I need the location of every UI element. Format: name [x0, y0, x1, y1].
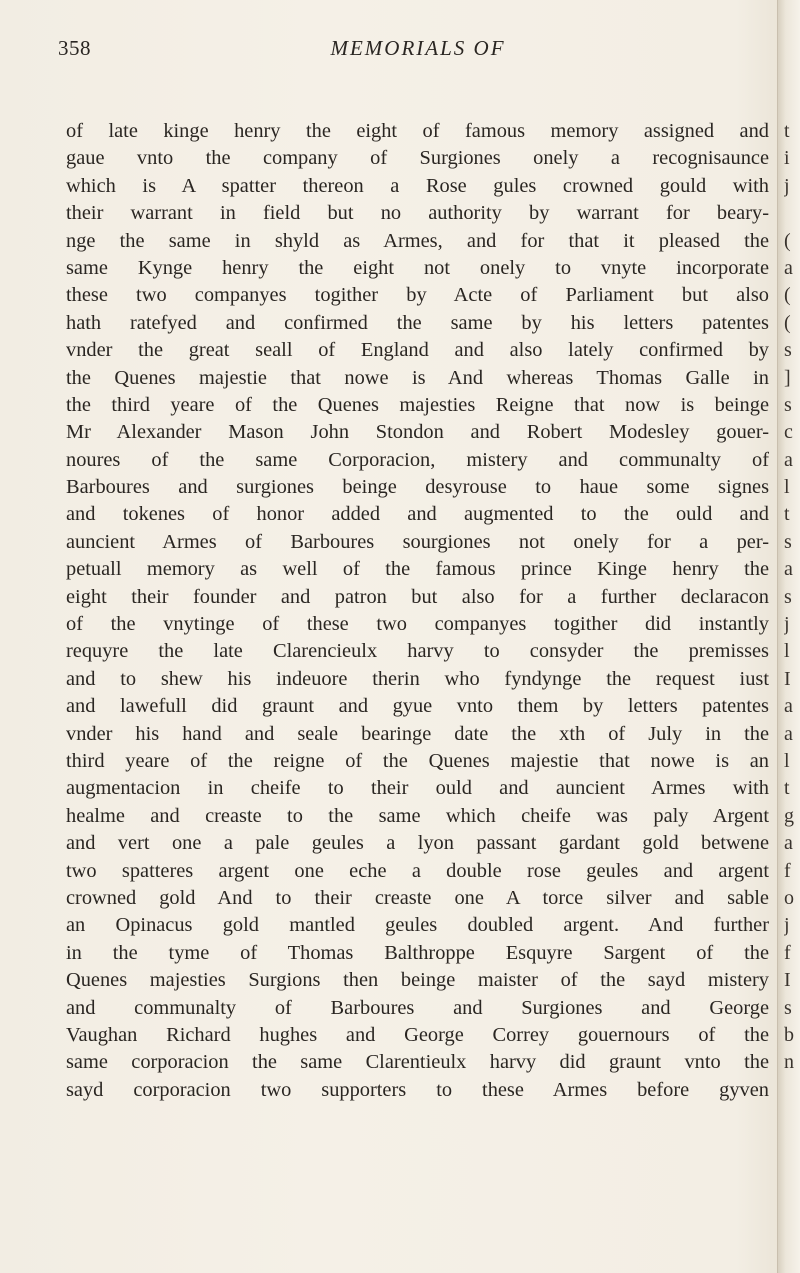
- margin-glyph: s: [784, 530, 792, 553]
- margin-glyph: b: [784, 1023, 794, 1046]
- text-line: two spatteres argent one eche a double rose geules and argent: [66, 859, 769, 882]
- margin-glyph: (: [784, 284, 791, 307]
- text-line: requyre the late Clarencieulx harvy to consyder the premisses: [66, 640, 769, 663]
- margin-glyph: t: [784, 777, 790, 800]
- text-line: Barboures and surgiones beinge desyrouse to haue some signes: [66, 476, 769, 499]
- text-line: sayd corporacion two supporters to these Armes before gyven: [66, 1078, 769, 1101]
- margin-glyph: o: [784, 886, 794, 909]
- margin-glyph: f: [784, 941, 791, 964]
- margin-glyph: t: [784, 503, 790, 526]
- margin-glyph: I: [784, 969, 791, 992]
- text-line: nge the same in shyld as Armes, and for that it pleased the: [66, 229, 769, 252]
- margin-glyph: j: [784, 914, 790, 937]
- margin-glyph: s: [784, 393, 792, 416]
- page-header: [58, 36, 778, 66]
- text-line: Mr Alexander Mason John Stondon and Robert Modesley gouer-: [66, 421, 769, 444]
- text-line: healme and creaste to the same which cheife was paly Argent: [66, 804, 769, 827]
- margin-glyph: t: [784, 120, 790, 142]
- text-line: hath ratefyed and confirmed the same by his letters patentes: [66, 311, 769, 334]
- text-line: of late kinge henry the eight of famous memory assigned and: [66, 120, 769, 142]
- margin-glyph: l: [784, 640, 790, 663]
- margin-glyph: n: [784, 1051, 794, 1074]
- margin-glyph: a: [784, 695, 793, 718]
- text-line: the Quenes majestie that nowe is And whereas Thomas Galle in: [66, 366, 769, 389]
- margin-glyph: a: [784, 448, 793, 471]
- margin-glyph: I: [784, 667, 791, 690]
- margin-glyph: s: [784, 996, 792, 1019]
- adjacent-page-glyphs: [784, 118, 798, 1077]
- margin-glyph: (: [784, 311, 791, 334]
- text-line: in the tyme of Thomas Balthroppe Esquyre Sargent of the: [66, 941, 769, 964]
- text-line: same corporacion the same Clarentieulx harvy did graunt vnto the: [66, 1051, 769, 1074]
- margin-glyph: a: [784, 722, 793, 745]
- text-line: Vaughan Richard hughes and George Correy gouernours of the: [66, 1023, 769, 1046]
- margin-glyph: [784, 200, 798, 227]
- text-line: these two companyes togither by Acte of Parliament but also: [66, 284, 769, 307]
- margin-glyph: j: [784, 613, 790, 636]
- text-line: and lawefull did graunt and gyue vnto them by letters patentes: [66, 695, 769, 718]
- running-head: MEMORIALS OF: [330, 36, 506, 60]
- text-line: Quenes majesties Surgions then beinge maister of the sayd mistery: [66, 969, 769, 992]
- margin-glyph: j: [784, 174, 790, 197]
- margin-glyph: a: [784, 832, 793, 855]
- page-number: 358: [58, 36, 91, 60]
- margin-glyph: s: [784, 339, 792, 362]
- text-line: augmentacion in cheife to their ould and auncient Armes with: [66, 777, 769, 800]
- margin-glyph: s: [784, 585, 792, 608]
- margin-glyph: l: [784, 476, 790, 499]
- text-line: and tokenes of honor added and augmented to the ould and: [66, 503, 769, 526]
- text-line: and to shew his indeuore therin who fyndynge the request iust: [66, 667, 769, 690]
- text-line: the third yeare of the Quenes majesties Reigne that now is beinge: [66, 393, 769, 416]
- text-line: eight their founder and patron but also for a further declaracon: [66, 585, 769, 608]
- text-line: noures of the same Corporacion, mistery and communalty of: [66, 448, 769, 471]
- text-line: vnder the great seall of England and also lately confirmed by: [66, 339, 769, 362]
- margin-glyph: g: [784, 804, 794, 827]
- text-line: an Opinacus gold mantled geules doubled argent. And further: [66, 914, 769, 937]
- margin-glyph: l: [784, 749, 790, 772]
- margin-glyph: (: [784, 229, 791, 252]
- margin-glyph: c: [784, 421, 793, 444]
- text-line: which is A spatter thereon a Rose gules crowned gould with: [66, 174, 769, 197]
- text-line: auncient Armes of Barboures sourgiones not onely for a per-: [66, 530, 769, 553]
- text-line: same Kynge henry the eight not onely to vnyte incorporate: [66, 256, 769, 279]
- text-line: petuall memory as well of the famous prince Kinge henry the: [66, 558, 769, 581]
- text-line: gaue vnto the company of Surgiones onely a recognisaunce: [66, 147, 769, 170]
- text-line: vnder his hand and seale bearinge date the xth of July in the: [66, 722, 769, 745]
- text-line: crowned gold And to their creaste one A torce silver and sable: [66, 886, 769, 909]
- margin-glyph: f: [784, 859, 791, 882]
- margin-glyph: ]: [784, 366, 791, 389]
- margin-glyph: i: [784, 147, 790, 170]
- adjacent-page-edge: [777, 0, 800, 1273]
- text-line: third yeare of the reigne of the Quenes majestie that nowe is an: [66, 749, 769, 772]
- margin-glyph: a: [784, 558, 793, 581]
- text-line: their warrant in field but no authority by warrant for beary-: [66, 202, 769, 225]
- body-text: [66, 118, 769, 1104]
- text-line: of the vnytinge of these two companyes togither did instantly: [66, 613, 769, 636]
- text-line: and communalty of Barboures and Surgiones and George: [66, 996, 769, 1019]
- margin-glyph: a: [784, 256, 793, 279]
- text-line: and vert one a pale geules a lyon passant gardant gold betwene: [66, 832, 769, 855]
